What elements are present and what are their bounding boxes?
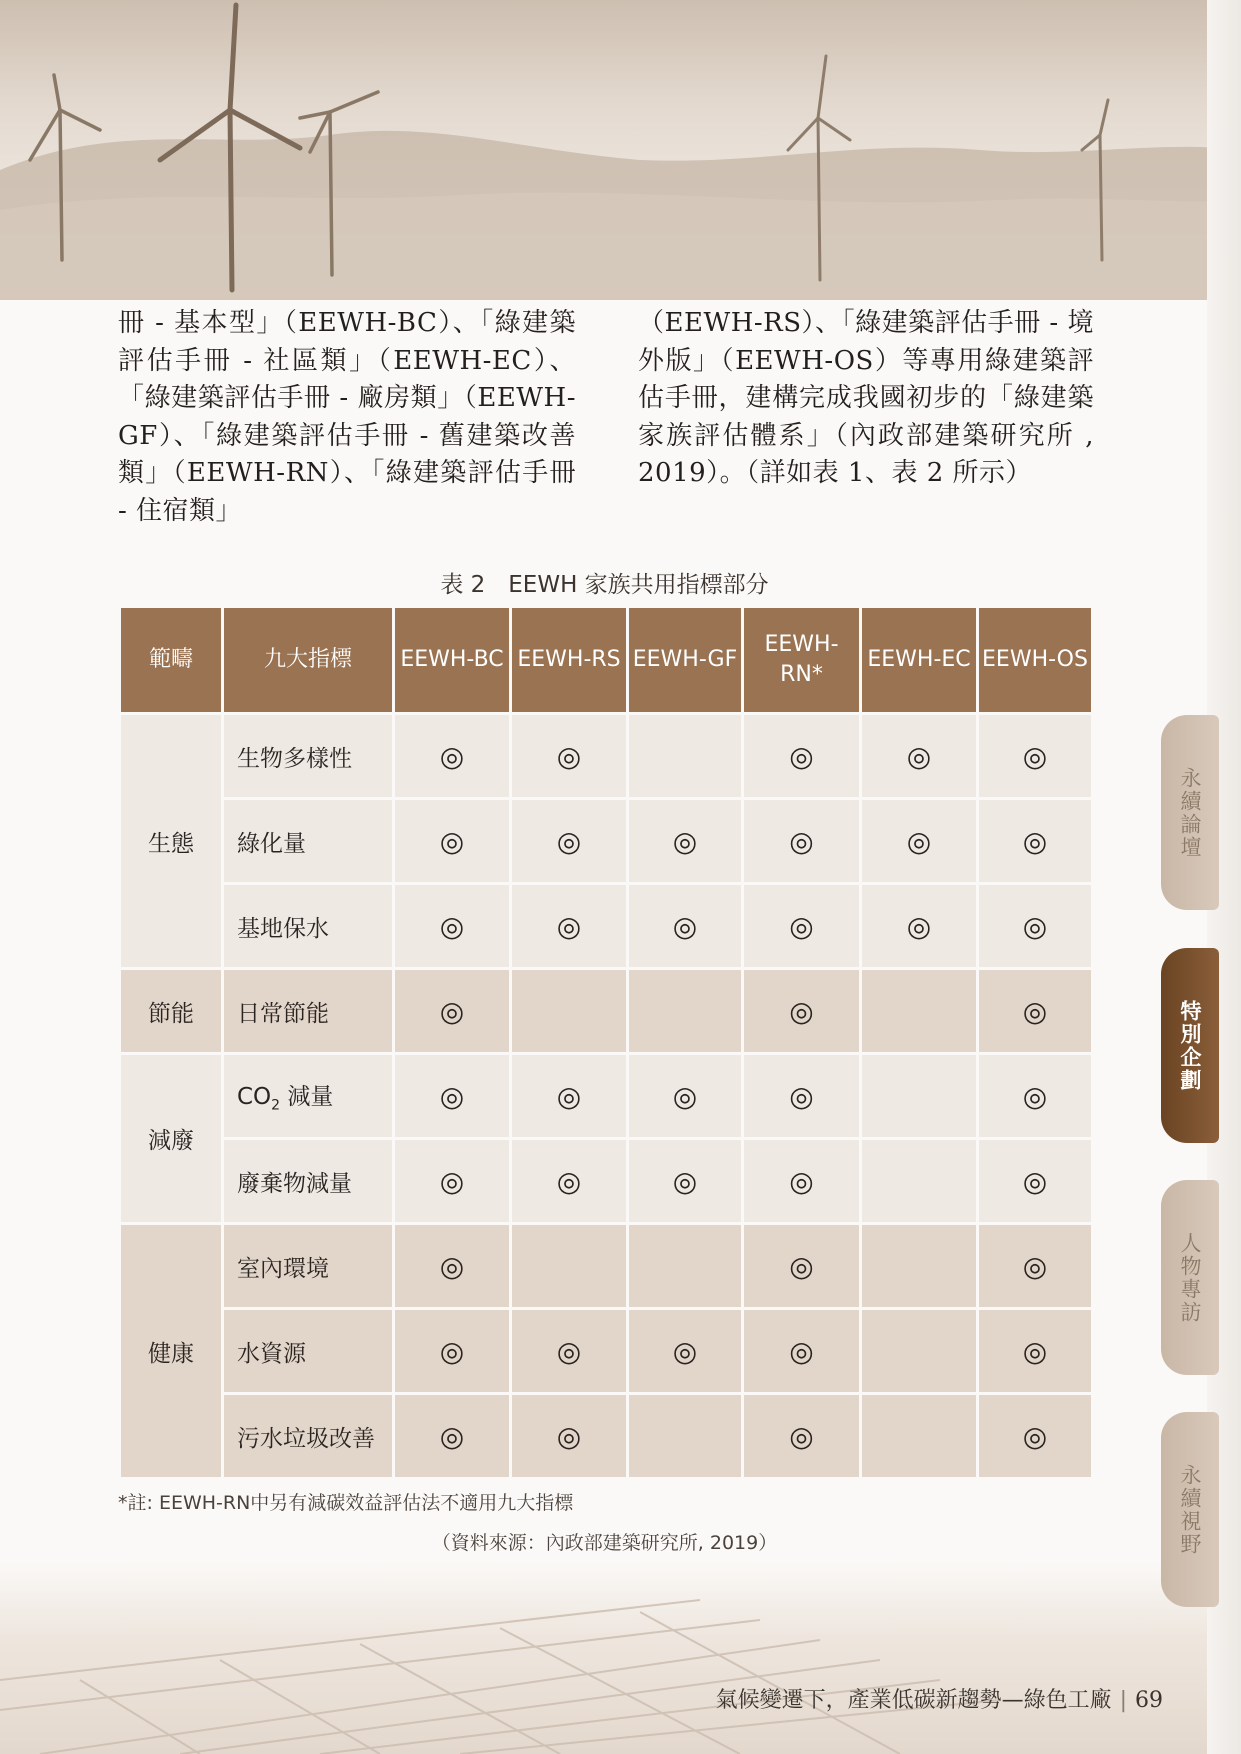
mark-cell: ◎ — [394, 714, 511, 799]
mark-cell — [628, 1394, 743, 1479]
header-eewh-gf: EEWH-GF — [628, 607, 743, 714]
mark-cell: ◎ — [743, 799, 861, 884]
table-row — [120, 1139, 1093, 1224]
mark-cell: ◎ — [511, 1054, 628, 1139]
mark-cell: ◎ — [743, 1309, 861, 1394]
mark-cell: ◎ — [394, 1394, 511, 1479]
indicator-cell: 綠化量 — [223, 799, 394, 884]
mark-cell — [861, 1139, 978, 1224]
mark-cell: ◎ — [743, 969, 861, 1054]
mark-cell — [628, 1224, 743, 1309]
mark-cell: ◎ — [511, 1394, 628, 1479]
mark-cell: ◎ — [511, 799, 628, 884]
mark-cell: ◎ — [978, 969, 1093, 1054]
mark-cell: ◎ — [978, 1394, 1093, 1479]
table-row — [120, 799, 1093, 884]
mark-cell: ◎ — [743, 1394, 861, 1479]
mark-cell — [861, 1309, 978, 1394]
mark-cell: ◎ — [978, 884, 1093, 969]
mark-cell: ◎ — [394, 884, 511, 969]
header-eewh-bc: EEWH-BC — [394, 607, 511, 714]
header-eewh-rn: EEWH-RN* — [743, 607, 861, 714]
mark-cell: ◎ — [628, 1139, 743, 1224]
header-eewh-rs: EEWH-RS — [511, 607, 628, 714]
eewh-indicator-table — [118, 605, 1094, 1480]
table-row — [120, 1224, 1093, 1309]
mark-cell: ◎ — [394, 799, 511, 884]
table-note: *註: EEWH-RN中另有減碳效益評估法不適用九大指標 — [118, 1492, 574, 1514]
mark-cell: ◎ — [394, 1139, 511, 1224]
indicator-cell: 日常節能 — [223, 969, 394, 1054]
mark-cell — [511, 969, 628, 1054]
tab-sustainability-vision[interactable]: 永續視野 — [1161, 1412, 1219, 1607]
mark-cell: ◎ — [743, 1224, 861, 1309]
mark-cell: ◎ — [394, 969, 511, 1054]
mark-cell: ◎ — [628, 1309, 743, 1394]
indicator-cell: 廢棄物減量 — [223, 1139, 394, 1224]
intro-right-column — [638, 305, 1094, 493]
co2-suffix: 減量 — [280, 1084, 334, 1111]
tab-special-feature[interactable]: 特別企劃 — [1161, 948, 1219, 1143]
mark-cell: ◎ — [628, 1054, 743, 1139]
mark-cell — [861, 1054, 978, 1139]
mark-cell — [861, 1394, 978, 1479]
table-header-row — [120, 607, 1093, 714]
mark-cell: ◎ — [861, 799, 978, 884]
mark-cell — [861, 1224, 978, 1309]
tab-sustainability-forum[interactable]: 永續論壇 — [1161, 715, 1219, 910]
indicator-cell: 生物多樣性 — [223, 714, 394, 799]
category-cell-health: 健康 — [120, 1224, 223, 1479]
co2-subscript: 2 — [271, 1097, 281, 1114]
mark-cell: ◎ — [394, 1054, 511, 1139]
intro-left-column — [118, 305, 576, 530]
mark-cell: ◎ — [511, 714, 628, 799]
mark-cell: ◎ — [978, 1054, 1093, 1139]
table-row — [120, 714, 1093, 799]
mark-cell: ◎ — [511, 884, 628, 969]
category-cell-ecology: 生態 — [120, 714, 223, 969]
indicator-cell — [223, 1054, 394, 1139]
mark-cell: ◎ — [511, 1139, 628, 1224]
mark-cell: ◎ — [628, 799, 743, 884]
running-footer — [716, 1683, 1163, 1714]
mark-cell: ◎ — [394, 1224, 511, 1309]
mark-cell: ◎ — [394, 1309, 511, 1394]
mark-cell: ◎ — [978, 799, 1093, 884]
table-row — [120, 884, 1093, 969]
mark-cell: ◎ — [978, 1139, 1093, 1224]
header-category: 範疇 — [120, 607, 223, 714]
table-row — [120, 1309, 1093, 1394]
mark-cell: ◎ — [861, 714, 978, 799]
footer-separator: | — [1119, 1688, 1127, 1713]
mark-cell — [628, 714, 743, 799]
table-caption: 表 2 EEWH 家族共用指標部分 — [440, 572, 769, 598]
mark-cell: ◎ — [978, 714, 1093, 799]
indicator-cell: 污水垃圾改善 — [223, 1394, 394, 1479]
indicator-cell: 基地保水 — [223, 884, 394, 969]
header-indicator: 九大指標 — [223, 607, 394, 714]
mark-cell: ◎ — [861, 884, 978, 969]
mark-cell: ◎ — [743, 714, 861, 799]
mark-cell: ◎ — [511, 1309, 628, 1394]
mark-cell: ◎ — [978, 1224, 1093, 1309]
header-eewh-ec: EEWH-EC — [861, 607, 978, 714]
header-photo — [0, 0, 1241, 300]
footer-photo — [0, 1560, 1241, 1754]
category-cell-waste: 減廢 — [120, 1054, 223, 1224]
mark-cell: ◎ — [628, 884, 743, 969]
footer-title: 氣候變遷下，產業低碳新趨勢—綠色工廠 — [715, 1688, 1112, 1713]
indicator-cell: 水資源 — [223, 1309, 394, 1394]
intro-left-text: 冊 - 基本型」（EEWH-BC）、「綠建築評估手冊 - 社區類」（EEWH-EC）、「綠建築評估手冊 - 廠房類」（EEWH-GF）、「綠建築評估手冊 - 舊建築改善類」（EEWH-RN）、「綠建築評估手冊 - 住宿類」 — [118, 308, 576, 526]
table-source: （資料來源：內政部建築研究所, 2019） — [431, 1532, 778, 1554]
intro-right-text: （EEWH-RS）、「綠建築評估手冊 - 境外版」（EEWH-OS）等專用綠建築評估手冊，建構完成我國初步的「綠建築家族評估體系」（內政部建築研究所 , 2019）。（詳如表 1、表 2 所示） — [638, 308, 1094, 488]
indicator-cell: 室內環境 — [223, 1224, 394, 1309]
mark-cell — [511, 1224, 628, 1309]
mark-cell: ◎ — [743, 1139, 861, 1224]
mark-cell — [861, 969, 978, 1054]
header-eewh-os: EEWH-OS — [978, 607, 1093, 714]
page-number: 69 — [1135, 1688, 1163, 1713]
table-row — [120, 969, 1093, 1054]
mark-cell: ◎ — [743, 1054, 861, 1139]
co2-prefix: CO — [237, 1084, 272, 1111]
tab-interview[interactable]: 人物專訪 — [1161, 1180, 1219, 1375]
table-row — [120, 1054, 1093, 1139]
category-cell-energy: 節能 — [120, 969, 223, 1054]
table-row — [120, 1394, 1093, 1479]
mark-cell: ◎ — [743, 884, 861, 969]
mark-cell: ◎ — [978, 1309, 1093, 1394]
mark-cell — [628, 969, 743, 1054]
